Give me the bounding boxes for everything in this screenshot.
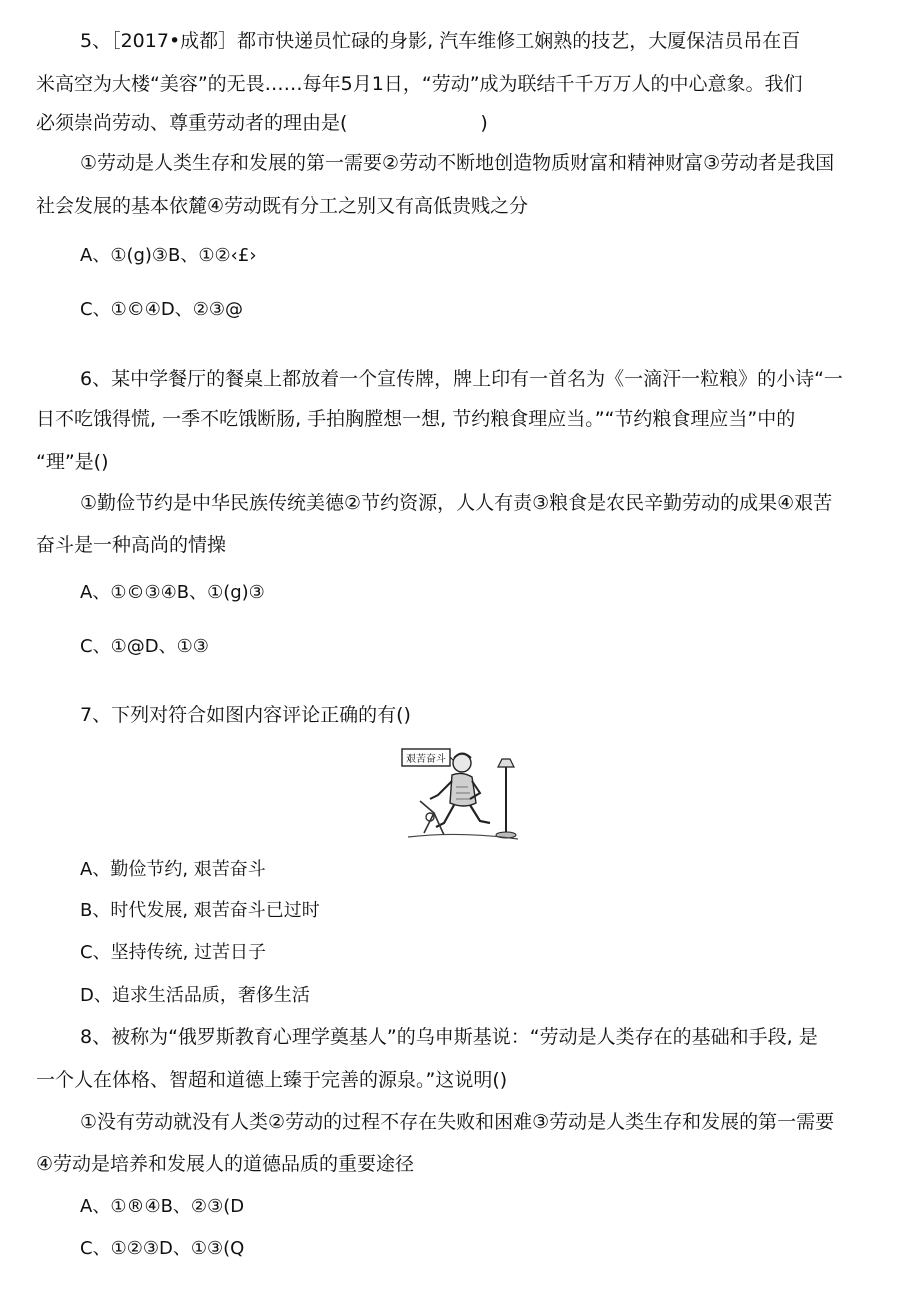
illustration-drawing: [400, 743, 522, 843]
q7-option-a: A、勤俭节约, 艰苦奋斗: [80, 859, 266, 880]
q5-stem-line-2: 米高空为大楼“美容”的无畏……每年5月1日，“劳动”成为联结千千万万人的中心意象。我们: [36, 73, 803, 95]
q5-stem-line-1: 5、［2017•成都］都市快递员忙碌的身影, 汽车维修工娴熟的技艺，大厦保洁员吊在百: [80, 30, 801, 52]
q5-options-cd: C、①©④D、②③@: [80, 299, 243, 320]
q6-options-ab: A、①©③④B、①(g)③: [80, 582, 265, 603]
q8-statements-line-2: ④劳动是培养和发展人的道德品质的重要途径: [36, 1153, 415, 1175]
q8-stem-line-1: 8、被称为“俄罗斯教育心理学奠基人”的乌申斯基说：“劳动是人类存在的基础和手段, 是: [80, 1026, 818, 1048]
q6-statements-line-2: 奋斗是一种高尚的情操: [36, 534, 227, 556]
q8-statements-line-1: ①没有劳动就没有人类②劳动的过程不存在失败和困难③劳动是人类生存和发展的第一需要: [80, 1111, 835, 1133]
q6-statements-line-1: ①勤俭节约是中华民族传统美德②节约资源，人人有责③粮食是农民辛勤劳动的成果④艰苦: [80, 492, 833, 514]
q7-stem: 7、下列对符合如图内容评论正确的有(): [80, 704, 411, 726]
q7-option-c: C、坚持传统, 过苦日子: [80, 942, 267, 963]
q8-options-ab: A、①®④B、②③(D: [80, 1196, 245, 1217]
q5-stem-line-3: 必须崇尚劳动、尊重劳动者的理由是( ): [36, 112, 488, 134]
lamp-icon: [498, 759, 514, 767]
q6-options-cd: C、①@D、①③: [80, 636, 209, 657]
q6-stem-line-3: “理”是(): [36, 451, 109, 473]
q5-statements-line-2: 社会发展的基本依麓④劳动既有分工之别又有高低贵贱之分: [36, 195, 529, 217]
q5-options-ab: A、①(g)③B、①②‹£›: [80, 245, 257, 266]
q6-stem-line-2: 日不吃饿得慌, 一季不吃饿断肠, 手拍胸膛想一想, 节约粮食理应当。”“节约粮食理应当”中的: [36, 408, 796, 430]
person-body: [450, 773, 476, 806]
q7-option-d: D、追求生活品质，奢侈生活: [80, 985, 310, 1006]
q7-option-b: B、时代发展, 艰苦奋斗已过时: [80, 900, 320, 921]
q8-options-cd: C、①②③D、①③(Q: [80, 1238, 245, 1259]
q5-statements-line-1: ①劳动是人类生存和发展的第一需要②劳动不断地创造物质财富和精神财富③劳动者是我国: [80, 152, 835, 174]
q8-stem-line-2: 一个人在体格、智超和道德上臻于完善的源泉。”这说明(): [36, 1069, 508, 1091]
q7-illustration: [400, 743, 522, 843]
q6-stem-line-1: 6、某中学餐厅的餐桌上都放着一个宣传牌，牌上印有一首名为《一滴汗一粒粮》的小诗“一: [80, 368, 843, 390]
sign-text: 艰苦奋斗: [406, 754, 446, 765]
